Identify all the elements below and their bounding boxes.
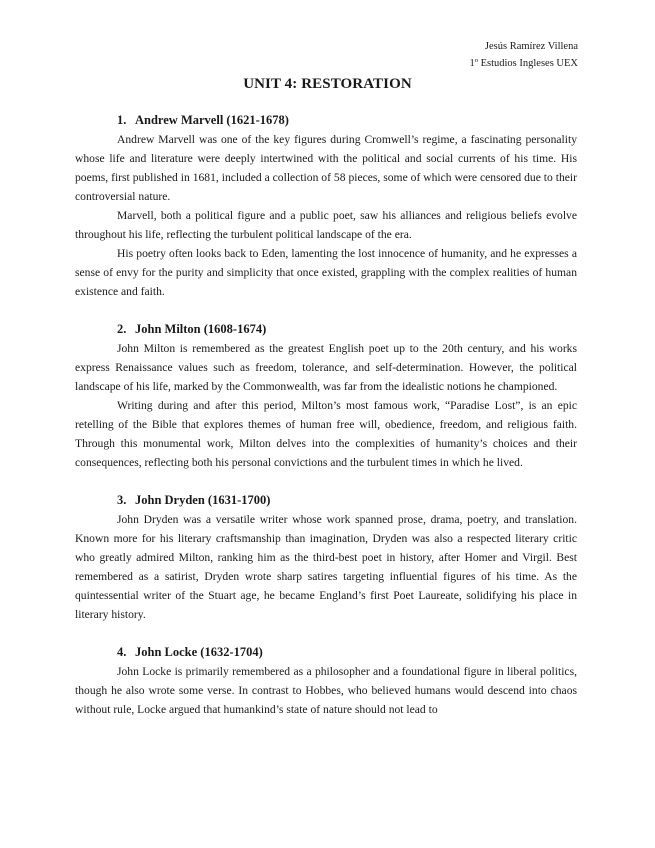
section-milton [75,319,577,472]
section-dryden [75,490,577,624]
paragraph: Marvell, both a political figure and a public poet, saw his alliances and religious beliefs evolve throughout his life, reflecting the turbulent political landscape of the era. [75,209,577,241]
section-number: 2. [117,322,127,336]
page-title: UNIT 4: RESTORATION [243,76,412,92]
paragraph: Writing during and after this period, Milton’s most famous work, “Paradise Lost”, is an epic retelling of the Bible that explores themes of human free will, obedience, freedom, and religious faith. Through this monumental work, Milton delves into the complexities of humanity’s choices and their consequences, reflecting both his personal convictions and the turbulent times in which he lived. [75,399,577,469]
section-heading [75,110,577,130]
paragraph: His poetry often looks back to Eden, lamenting the lost innocence of humanity, and he expresses a sense of envy for the purity and simplicity that once existed, grappling with the complex realities of human existence and faith. [75,247,577,298]
section-heading [75,319,577,339]
paragraph: John Milton is remembered as the greatest English poet up to the 20th century, and his works express Renaissance values such as freedom, tolerance, and self-determination. However, the political landscape of his life, marked by the Commonwealth, was far from the idealistic notions he championed. [75,342,577,393]
section-locke [75,642,577,719]
paragraph: John Dryden was a versatile writer whose work spanned prose, drama, poetry, and translation. Known more for his literary craftsmanship than imagination, Dryden was also a respected literary critic who greatly admired Milton, ranking him as the third-best poet in history, after Homer and Virgil. Best remembered as a satirist, Dryden wrote sharp satires targeting influential figures of his time. As the quintessential writer of the Stuart age, he became England’s first Poet Laureate, solidifying his place in literary history. [75,513,577,621]
document-body [75,110,577,737]
section-number: 1. [117,113,127,127]
author-name: Jesús Ramírez Villena [484,41,578,52]
section-title: John Milton (1608-1674) [135,322,267,336]
section-title: John Dryden (1631-1700) [135,493,271,507]
section-heading [75,642,577,662]
author-block [469,38,578,72]
paragraph: John Locke is primarily remembered as a philosopher and a foundational figure in liberal politics, though he also wrote some verse. In contrast to Hobbes, who believed humans would descend into chaos without rule, Locke argued that humankind’s state of nature should not lead to [75,665,577,716]
section-number: 3. [117,493,127,507]
course-name: 1º Estudios Ingleses UEX [469,58,578,69]
section-number: 4. [117,645,127,659]
section-heading [75,490,577,510]
section-title: Andrew Marvell (1621-1678) [135,113,289,127]
section-marvell [75,110,577,301]
paragraph: Andrew Marvell was one of the key figures during Cromwell’s regime, a fascinating personality whose life and literature were deeply intertwined with the political and social currents of his time. His poems, first published in 1681, included a collection of 58 pieces, some of which were censored due to their controversial nature. [75,133,577,203]
section-title: John Locke (1632-1704) [135,645,263,659]
